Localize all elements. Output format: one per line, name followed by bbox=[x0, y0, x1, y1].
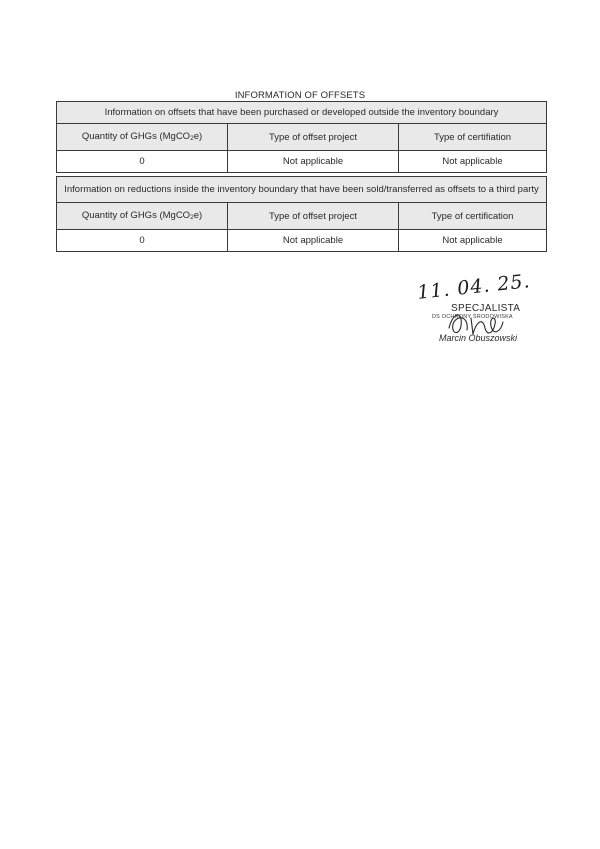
stamp-department: DS OCHRONY ŚRODOWISKA bbox=[432, 314, 513, 320]
project-type-value: Not applicable bbox=[228, 230, 399, 252]
section-heading-row bbox=[57, 177, 547, 203]
table-row bbox=[57, 151, 547, 173]
column-header-project-type: Type of offset project bbox=[228, 124, 399, 151]
column-header-project-type: Type of offset project bbox=[228, 203, 399, 230]
section-heading-row bbox=[57, 102, 547, 124]
offsets-table bbox=[56, 101, 547, 252]
column-header-quantity: Quantity of GHGs (MgCO$_2$e) bbox=[57, 203, 228, 230]
page-title: INFORMATION OF OFFSETS bbox=[234, 90, 366, 101]
certification-value: Not applicable bbox=[399, 230, 547, 252]
column-header-certification: Type of certifiation bbox=[399, 124, 547, 151]
certification-value: Not applicable bbox=[399, 151, 547, 173]
stamp-title: SPECJALISTA bbox=[451, 303, 521, 314]
column-header-certification: Type of certification bbox=[399, 203, 547, 230]
signature-stamp bbox=[405, 270, 555, 360]
column-header-row bbox=[57, 124, 547, 151]
stamp-name: Marcin Obuszowski bbox=[439, 333, 518, 343]
column-header-quantity: Quantity of GHGs (MgCO$_2$e) bbox=[57, 124, 228, 151]
quantity-value: 0 bbox=[57, 230, 228, 252]
quantity-value: 0 bbox=[57, 151, 228, 173]
section-heading-purchased: Information on offsets that have been purchased or developed outside the inventory boundary bbox=[57, 102, 547, 124]
column-header-row bbox=[57, 203, 547, 230]
table-row bbox=[57, 230, 547, 252]
project-type-value: Not applicable bbox=[228, 151, 399, 173]
section-heading-sold: Information on reductions inside the inventory boundary that have been sold/transferred as offsets to a third party bbox=[57, 177, 547, 203]
signature-date: 11. 04. 25. bbox=[416, 270, 532, 304]
